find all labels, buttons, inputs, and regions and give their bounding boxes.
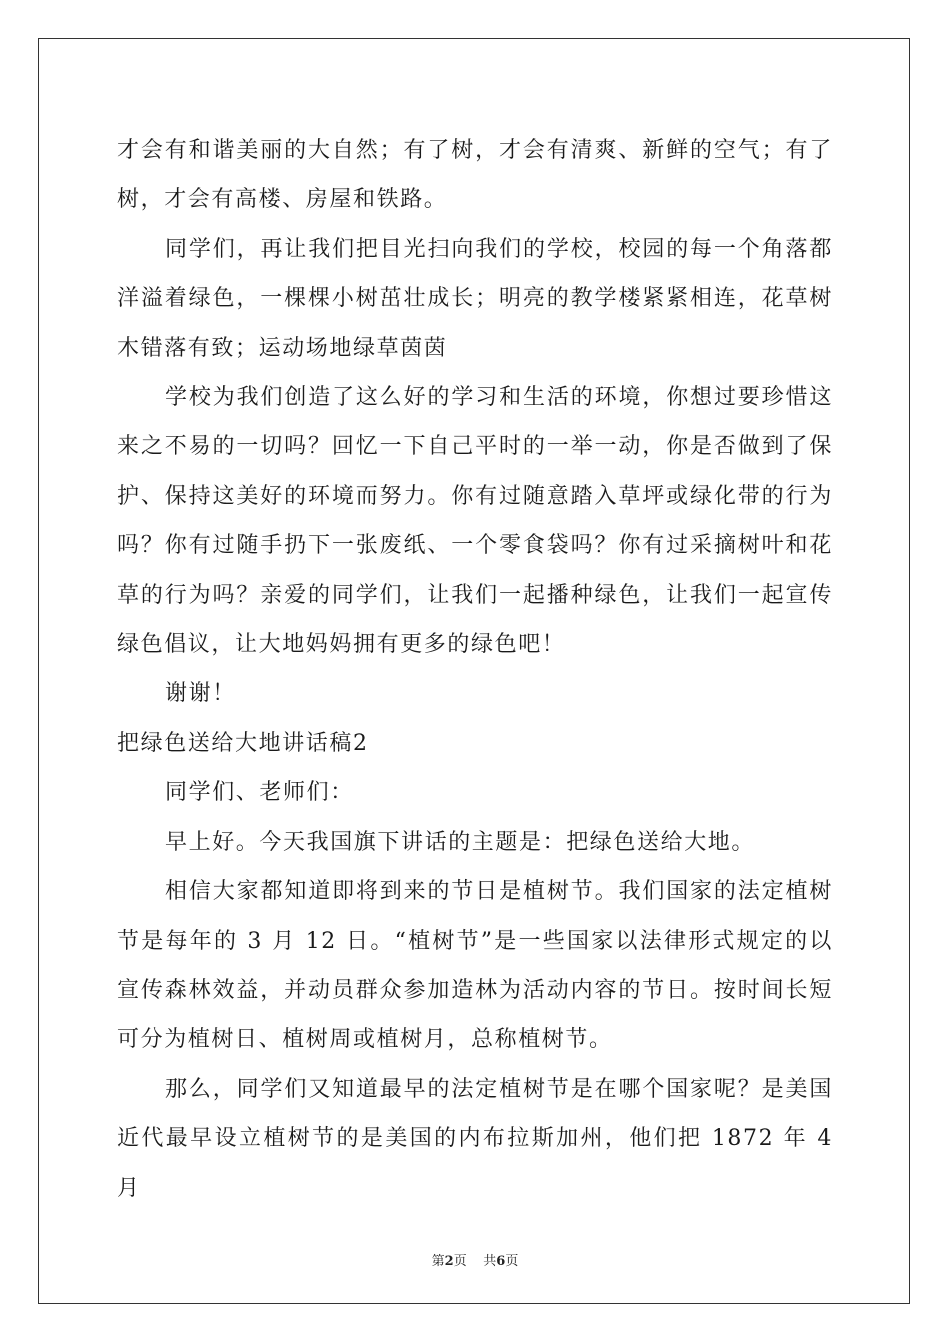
total-suffix: 页 bbox=[505, 1254, 519, 1269]
paragraph-thanks: 谢谢！ bbox=[165, 681, 236, 707]
paragraph-greeting: 同学们、老师们： bbox=[165, 780, 354, 806]
paragraph-topic: 早上好。今天我国旗下讲话的主题是：把绿色送给大地。 bbox=[165, 829, 756, 855]
paragraph-3: 学校为我们创造了这么好的学习和生活的环境，你想过要珍惜这来之不易的一切吗？回忆一下自己平时的一举一动，你是否做到了保护、保持这美好的环境而努力。你有过随意踏入草坪或绿化带的行为吗？你有过随手扔下一张废纸、一个零食袋吗？你有过采摘树叶和花草的行为吗？亲爱的同学们，让我们一起播种绿色，让我们一起宣传绿色倡议，让大地妈妈拥有更多的绿色吧！ bbox=[117, 385, 833, 658]
paragraph-2: 同学们，再让我们把目光扫向我们的学校，校园的每一个角落都洋溢着绿色，一棵棵小树茁壮成长；明亮的教学楼紧紧相连，花草树木错落有致；运动场地绿草茵茵 bbox=[117, 236, 833, 361]
paragraph-history: 那么，同学们又知道最早的法定植树节是在哪个国家呢？是美国近代最早设立植树节的是美国的内布拉斯加州，他们把 1872 年 4 月 bbox=[117, 1076, 833, 1201]
paragraph-arbor-day: 相信大家都知道即将到来的节日是植树节。我们国家的法定植树节是每年的 3 月 12 日。“植树节”是一些国家以法律形式规定的以宣传森林效益，并动员群众参加造林为活动内容的节日。按时间长短可分为植树日、植树周或植树月，总称植树节。 bbox=[117, 879, 833, 1053]
total-prefix: 共 bbox=[483, 1254, 497, 1269]
total-pages: 6 bbox=[496, 1254, 506, 1269]
page-footer bbox=[0, 1250, 950, 1269]
section-heading: 把绿色送给大地讲话稿2 bbox=[117, 730, 369, 756]
paragraph-1: 才会有和谐美丽的大自然；有了树，才会有清爽、新鲜的空气；有了树，才会有高楼、房屋和铁路。 bbox=[117, 138, 833, 213]
page-number: 2 bbox=[444, 1254, 454, 1269]
page-suffix: 页 bbox=[453, 1254, 467, 1269]
document-body bbox=[117, 126, 833, 1213]
page-prefix: 第 bbox=[431, 1254, 445, 1269]
